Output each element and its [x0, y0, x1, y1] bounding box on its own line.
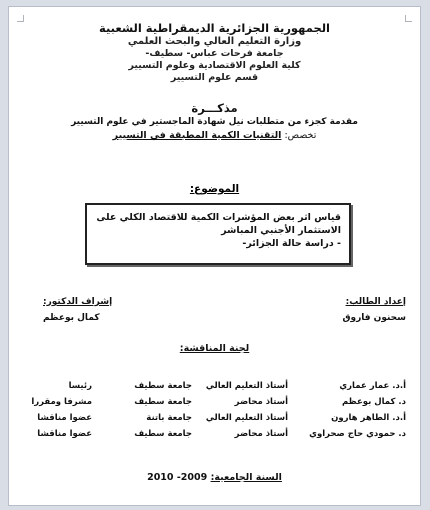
thesis-title-line: الاستثمار الأجنبي المباشر	[221, 225, 341, 236]
jury-member-name: أ.د. عمار عماري	[339, 381, 406, 391]
supervisor-label: إشراف الدكتور:	[43, 297, 113, 307]
jury-row	[9, 397, 420, 411]
academic-year-value: 2009- 2010	[147, 472, 208, 483]
jury-member-rank: أستاذ محاضر	[234, 429, 288, 439]
republic-header: الجمهورية الجزائرية الديمقراطية الشعبية	[98, 21, 330, 35]
thesis-title-line: - دراسة حالة الجزائر-	[242, 238, 341, 249]
jury-member-role: رئيسا	[68, 381, 92, 391]
jury-member-name: د. كمال بوعظم	[342, 397, 406, 407]
jury-member-role: مشرفا ومقررا	[31, 397, 92, 407]
jury-member-rank: أستاذ التعليم العالي	[205, 413, 288, 423]
memo-purpose: مقدمة كجزء من متطلبات نيل شهادة الماجستير في علوم التسيير	[71, 117, 358, 127]
jury-member-university: جامعة باتنة	[146, 413, 192, 423]
university-header: جامعة فرحات عباس- سطيف-	[145, 48, 284, 59]
specialization-line	[9, 130, 420, 141]
jury-member-rank: أستاذ محاضر	[234, 397, 288, 407]
jury-member-role: عضوا مناقشا	[37, 413, 92, 423]
academic-year-label: السنة الجامعية:	[210, 472, 282, 483]
jury-member-university: جامعة سطيف	[134, 429, 192, 439]
department-header: قسم علوم التسيير	[170, 72, 259, 83]
jury-member-university: جامعة سطيف	[134, 381, 192, 391]
jury-member-rank: أستاذ التعليم العالي	[205, 381, 288, 391]
memo-title: مذكـــرة	[191, 101, 238, 115]
jury-row	[9, 429, 420, 443]
thesis-title-line: قياس اثر بعض المؤشرات الكمية للاقتصاد الكلي على	[96, 212, 341, 223]
document-page	[8, 6, 421, 506]
supervisor-name: كمال بوعظم	[43, 313, 100, 323]
jury-row	[9, 413, 420, 427]
jury-row	[9, 381, 420, 395]
jury-member-name: د. حمودي حاج صحراوي	[309, 429, 406, 439]
specialization-label: تخصص:	[284, 130, 317, 141]
ministry-header: وزارة التعليم العالي والبحث العلمي	[127, 36, 302, 47]
jury-title: لجنة المناقشة:	[179, 343, 250, 354]
faculty-header: كلية العلوم الاقتصادية وعلوم التسيير	[128, 60, 301, 71]
subject-label: الموضوع:	[189, 183, 240, 195]
jury-member-role: عضوا مناقشا	[37, 429, 92, 439]
jury-member-name: أ.د. الطاهر هارون	[331, 413, 406, 423]
student-label: إعداد الطالب:	[345, 297, 406, 307]
thesis-title-box	[85, 203, 351, 265]
specialization-value: التقنيات الكمية المطبقة في التسيير	[112, 130, 282, 141]
jury-member-university: جامعة سطيف	[134, 397, 192, 407]
academic-year	[9, 472, 420, 483]
student-name: سحنون فاروق	[342, 313, 406, 323]
